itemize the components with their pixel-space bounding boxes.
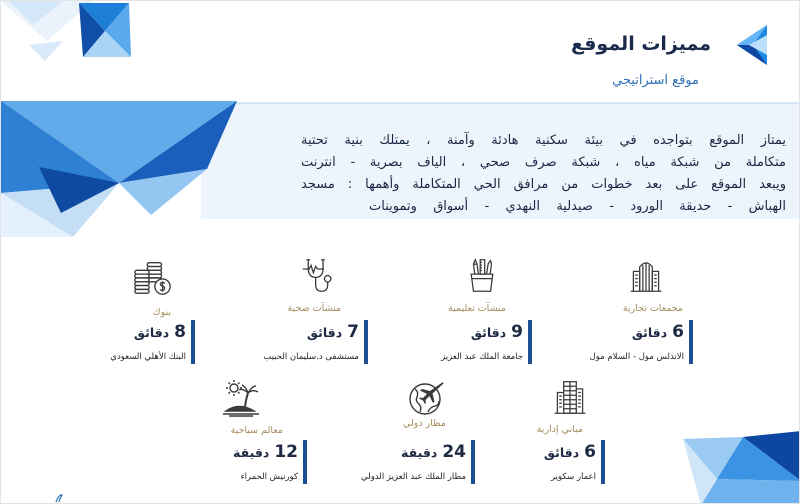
office-tower-icon — [552, 377, 588, 417]
intro-paragraph — [301, 130, 786, 218]
decor-triangle — [29, 41, 63, 61]
travel-time-unit: دقائق — [470, 325, 507, 340]
feature-category: بنوك — [152, 307, 171, 318]
feature-category: معالم سياحية — [230, 425, 283, 436]
divider-bar — [303, 440, 307, 484]
travel-time — [544, 442, 596, 462]
divider-bar — [528, 320, 532, 364]
beach-palm-icon — [221, 377, 261, 417]
feature-place: مطار الملك عبد العزيز الدولي — [361, 472, 466, 482]
travel-time-unit: دقيقة — [233, 445, 270, 460]
feature-banks — [35, 257, 195, 382]
logo-mark-icon — [53, 489, 65, 501]
feature-shopping-malls — [533, 257, 693, 382]
travel-time-unit: دقائق — [133, 325, 170, 340]
feature-tourism — [147, 377, 307, 502]
travel-time — [632, 322, 684, 342]
travel-time — [134, 322, 186, 342]
decor-triangle — [701, 479, 800, 504]
travel-time-value: 6 — [584, 442, 596, 462]
stethoscope-icon — [299, 257, 336, 294]
feature-place: البنك الأهلي السعودي — [110, 352, 186, 362]
page-subtitle: موقع استراتيجي — [612, 73, 699, 88]
feature-education — [372, 257, 532, 382]
travel-time-unit: دقائق — [306, 325, 343, 340]
globe-airplane-svg — [406, 377, 446, 417]
feature-place: الاندلس مول - السلام مول — [589, 352, 684, 362]
feature-category: منشآت صحية — [287, 303, 341, 314]
shopping-mall-icon — [628, 257, 664, 293]
feature-place: مستشفى د.سليمان الحبيب — [263, 352, 359, 362]
feature-place: اعمار سكوير — [550, 472, 596, 482]
school-supplies-svg — [464, 257, 500, 293]
divider-bar — [689, 320, 693, 364]
beach-palm-svg — [221, 377, 261, 417]
travel-time — [471, 322, 523, 342]
intro-line: الهباش - حديقة الورود - صيدلية النهدي - أسواق وتموينات — [369, 199, 786, 214]
stethoscope-svg — [299, 257, 336, 294]
school-supplies-icon — [464, 257, 500, 293]
travel-time-value: 8 — [174, 322, 186, 342]
divider-bar — [601, 440, 605, 484]
top-left-triangles — [1, 1, 131, 61]
feature-health — [208, 257, 368, 382]
travel-time-unit: دقائق — [543, 445, 580, 460]
triangle-arrow-svg — [735, 25, 767, 65]
triangle-arrow-icon — [735, 25, 767, 65]
office-tower-svg — [552, 377, 588, 417]
travel-time-value: 9 — [511, 322, 523, 342]
feature-place: جامعة الملك عبد العزيز — [441, 352, 523, 362]
travel-time — [401, 442, 466, 462]
feature-category: مطار دولي — [402, 418, 446, 429]
intro-line: ويبعد الموقع على بعد خطوات من مرافق الحي المتكاملة وأهمها : مسجد — [301, 177, 786, 192]
globe-airplane-icon — [406, 377, 446, 417]
travel-time-value: 24 — [442, 442, 466, 462]
feature-category: مباني إدارية — [536, 424, 583, 435]
page-title: مميزات الموقع — [570, 33, 711, 55]
divider-bar — [471, 440, 475, 484]
feature-place: كورنيش الحمراء — [240, 472, 298, 482]
intro-line: متكاملة من شبكة مياه ، شبكة صرف صحي ، الياف بصرية - انترنت — [301, 155, 786, 170]
travel-time-value: 7 — [347, 322, 359, 342]
divider-bar — [364, 320, 368, 364]
feature-category: منشآت تعليمية — [448, 303, 506, 314]
travel-time-value: 6 — [672, 322, 684, 342]
travel-time-value: 12 — [274, 442, 298, 462]
travel-time-unit: دقائق — [631, 325, 668, 340]
shopping-mall-svg — [628, 257, 664, 293]
feature-category: مجمعات تجارية — [622, 303, 683, 314]
coins-svg — [131, 257, 173, 297]
travel-time — [307, 322, 359, 342]
coins-icon — [131, 257, 173, 297]
bottom-right-triangles — [683, 431, 800, 504]
travel-time-unit: دقيقة — [401, 445, 438, 460]
divider-bar — [191, 320, 195, 364]
travel-time — [233, 442, 298, 462]
intro-line: يمتاز الموقع بتواجده في بيئة سكنية هادئة وآمنة ، يمتلك بنية تحتية — [301, 133, 786, 148]
logo-mark-svg — [53, 492, 65, 504]
feature-airport — [315, 377, 475, 502]
